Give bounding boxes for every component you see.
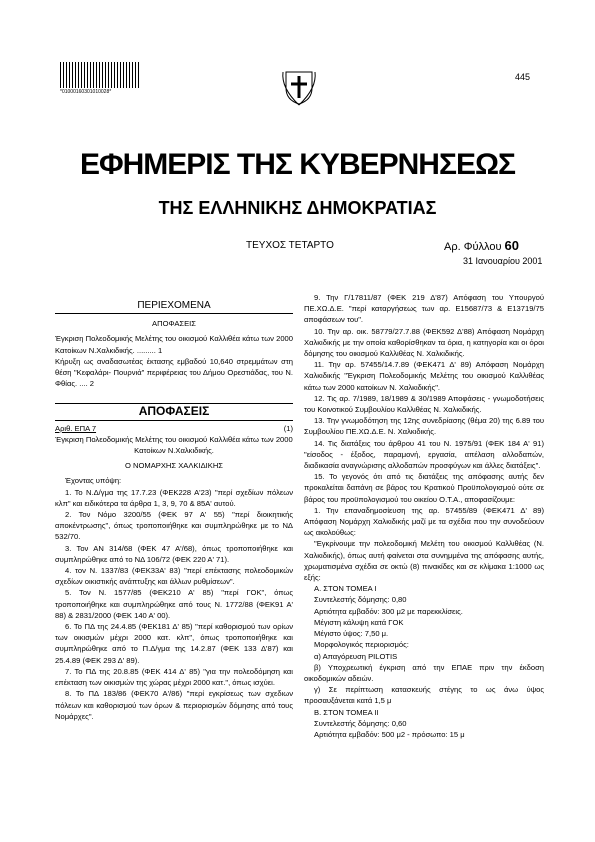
barcode-number: *01000160301010028* <box>60 89 112 95</box>
gazette-title: ΕΦΗΜΕΡΙΣ ΤΗΣ ΚΥΒΕΡΝΗΣΕΩΣ <box>79 148 516 181</box>
decision-ref: Αριθ. ΕΠΑ 7 <box>55 423 97 433</box>
paragraph: 13. Την γνωμοδότηση της 12ης συνεδρίασης (θέμα 20) της 6.89 του Συμβουλίου ΠΕ.ΧΩ.Δ.Ε. Ν. Χαλκιδικής. <box>304 416 544 437</box>
left-column <box>55 300 293 722</box>
paragraph: γ) Σε περίπτωση κατασκευής στέγης το ως άνω ύψος προσαυξάνεται κατά 1,5 μ <box>304 685 544 706</box>
paragraph: "Εγκρίνουμε την πολεοδομική Μελέτη του οικισμού Καλλιθέας (Ν. Χαλκιδικής), όπως αυτή φαίνεται στα συνημμένα της απόφασης αυτής, χρωματισμένα σχέδια σε οκτώ (8) πινακίδες και σε κλίμακα 1:1000 ως εξής: <box>304 539 544 583</box>
paragraph: 8. Το ΠΔ 183/86 (ΦΕΚ70 Α'/86) "περί εγκρίσεως των σχεδιων πόλεων και καθορισμού των όρων & περιορισμών δόμησης από τους Νομάρχες". <box>55 689 293 721</box>
decisions-heading: ΑΠΟΦΑΣΕΙΣ <box>138 404 210 419</box>
paragraph: Συντελεστής δόμησης: 0,80 <box>314 595 407 605</box>
paragraph: 6. Το ΠΔ της 24.4.85 (ΦΕΚ181 Δ' 85) "περί καθορισμού των ορίων των οικισμών μέχρι 2000 κατ. κλπ", όπως τροποποιήθηκε και συμπληρώθηκε από το Π.Δ/γμα της 14.2.87 (ΦΕΚ 133 Δ'87) και 25.4.89 (ΦΕΚ 293 Δ' 89). <box>55 622 293 665</box>
paragraph: Αρτιότητα εμβαδόν: 500 μ2 - πρόσωπο: 15 μ <box>314 729 465 739</box>
paragraph: β) Υποχρεωτική έγκριση από την ΕΠΑΕ πριν την έκδοση οικοδομικών αδειών. <box>304 662 544 683</box>
paragraph: 10. Την αρ. οικ. 58779/27.7.88 (ΦΕΚ592 Δ'88) Απόφαση Νομάρχη Χαλκιδικής με την οποία καθορίσθηκαν τα όρια, η κατηγορία και οι όροι δόμησης του οικισμού Καλλιθέας Ν. Χαλκιδικής. <box>304 326 544 359</box>
gazette-subtitle: ΤΗΣ ΕΛΛΗΝΙΚΗΣ ΔΗΜΟΚΡΑΤΙΑΣ <box>158 198 437 218</box>
paragraph: Συντελεστής δόμησης: 0,60 <box>314 718 407 728</box>
paragraph: 1. Το Ν.Δ/γμα της 17.7.23 (ΦΕΚ228 Α'23) "περί σχεδίων πόλεων κλπ" και ειδικότερα τα άρθρα 1, 3, 9, 70 & 85Α' αυτού. <box>55 487 293 508</box>
right-column <box>304 292 544 740</box>
preamble: Έχοντας υπόψη: <box>65 476 122 486</box>
authority: Ο ΝΟΜΑΡΧΗΣ ΧΑΛΚΙΔΙΚΗΣ <box>124 461 224 471</box>
paragraph: Μέγιστη κάλυψη κατά ΓΟΚ <box>314 617 404 627</box>
toc-item: Έγκριση Πολεοδομικής Μελέτης του οικισμού Καλλιθέα κάτω των 2000 Κατοίκων Ν.Χαλκιδικής. ......... 1 <box>55 334 293 355</box>
greek-emblem-icon <box>280 62 318 106</box>
paragraph: 7. Το ΠΔ της 20.8.85 (ΦΕΚ 414 Δ' 85) "για την πολεοδόμηση και επέκταση των οικισμών της χώρας μέχρι 2000 κατ.", όπως ισχύει. <box>55 666 293 688</box>
toc-subheading: ΑΠΟΦΑΣΕΙΣ <box>152 319 196 329</box>
barcode <box>60 62 140 88</box>
decision-index: (1) <box>283 423 293 433</box>
zone-heading: Β. ΣΤΟΝ ΤΟΜΕΑ ΙΙ <box>314 707 379 717</box>
issue-label: ΤΕΥΧΟΣ ΤΕΤΑΡΤΟ <box>246 240 334 251</box>
paragraph: Αρτιότητα εμβαδόν: 300 μ2 με παρεκκλίσεις. <box>314 606 463 616</box>
paragraph: 12. Τις αρ. 7/1989, 18/1989 & 30/1989 Αποφάσεις - γνωμοδοτήσεις του Κοινοτικού Συμβουλίου Καλλιθέας Ν. Χαλκιδικής. <box>304 393 544 415</box>
paragraph: 9. Την Γ/17811/87 (ΦΕΚ 219 Δ'87) Απόφαση του Υπουργού ΠΕ.ΧΩ.Δ.Ε. "περί καταργήσεως των αρ. Ε15687/73 & Ε13719/75 αποφάσεων του". <box>304 293 544 325</box>
paragraph: Μορφολογικός περιορισμός: <box>314 640 409 650</box>
page-number: 445 <box>515 72 531 82</box>
paragraph: 4. τον Ν. 1337/83 (ΦΕΚ33Α' 83) "περί επέκτασης πολεοδομικών σχεδίων οικιστικής ανάπτυξης και άλλων ρυθμίσεων". <box>55 566 293 587</box>
sheet-number: Αρ. Φύλλου 60 <box>444 238 519 253</box>
paragraph: 2. Τον Νόμο 3200/55 (ΦΕΚ 97 Α' 55) "περί διοικητικής αποκέντρωσης", όπως τροποποιήθηκε και συμπληρώθηκε με το ΝΔ 532/70. <box>55 510 293 542</box>
decision-title: Έγκριση Πολεοδομικής Μελέτης του οικισμού Καλλιθέα κάτω των 2000 Κατοίκων Ν.Χαλκιδικής. <box>55 434 293 456</box>
paragraph: 3. Τον ΑΝ 314/68 (ΦΕΚ 47 Α'/68), όπως τροποποιήθηκε και συμπληρώθηκε από το ΝΔ 106/72 (ΦΕΚ 220 Α' 71). <box>55 543 293 564</box>
zone-heading: Α. ΣΤΟΝ ΤΟΜΕΑ Ι <box>314 584 377 594</box>
zone-b <box>304 707 544 741</box>
paragraph: 5. Τον Ν. 1577/85 (ΦΕΚ210 Α' 85) "περί ΓΟΚ", όπως τροποποιήθηκε και συμπληρώθηκε από τους Ν. 1772/88 (ΦΕΚ91 Α' 88) & 2831/2000 (ΦΕΚ 140 Α' 00). <box>55 588 293 620</box>
paragraph: α) Απαγόρευση PILOTIS <box>314 651 398 661</box>
paragraph: 1. Την επαναδημοσίευση της αρ. 57455/89 (ΦΕΚ471 Δ' 89) Απόφαση Νομάρχη Χαλκιδικής μαζί με τα σχέδια που την συνοδεύουν ως ακολούθως: <box>304 505 544 538</box>
paragraph: 11. Την αρ. 57455/14.7.89 (ΦΕΚ471 Δ' 89) Απόφαση Νομάρχη Χαλκιδικής "Έγκριση Πολεοδομικής Μελέτης του οικισμού Καλλιθέας κάτω των 2000 κατοίκων Ν. Χαλκιδικής". <box>304 360 544 392</box>
paragraph: 15. Το γεγονός ότι από τις διατάξεις της απόφασης αυτής δεν προκαλείται δαπάνη σε βάρος του Κρατικού Προϋπολογισμού ούτε σε βάρος του προϋπολογισμού του οικείου Ο.Τ.Α., αποφασίζουμε: <box>304 472 544 504</box>
zone-a <box>304 583 544 706</box>
paragraph: 14. Τις διατάξεις του άρθρου 41 του Ν. 1975/91 (ΦΕΚ 184 Α' 91) "είσοδος - έξοδος, παραμονή, εργασία, απέλαση αλλοδαπών, διαδικασία αναγνώρισης αλλοδαπών προσφύγων και άλλες διατάξεις". <box>304 438 544 471</box>
toc-item: Κήρυξη ως αναδασωτέας έκτασης εμβαδού 10,640 στρεμμάτων στη θέση "Κεφαλάρι- Πουρνιά" περιφέρειας του Δήμου Ορεστιάδας, του Ν. Φθίας. .... 2 <box>55 356 293 389</box>
issue-date: 31 Ιανουαρίου 2001 <box>463 256 543 266</box>
paragraph: Μέγιστο ύψος: 7,50 μ. <box>314 629 389 639</box>
toc-heading: ΠΕΡΙΕΧΟΜΕΝΑ <box>137 300 211 311</box>
